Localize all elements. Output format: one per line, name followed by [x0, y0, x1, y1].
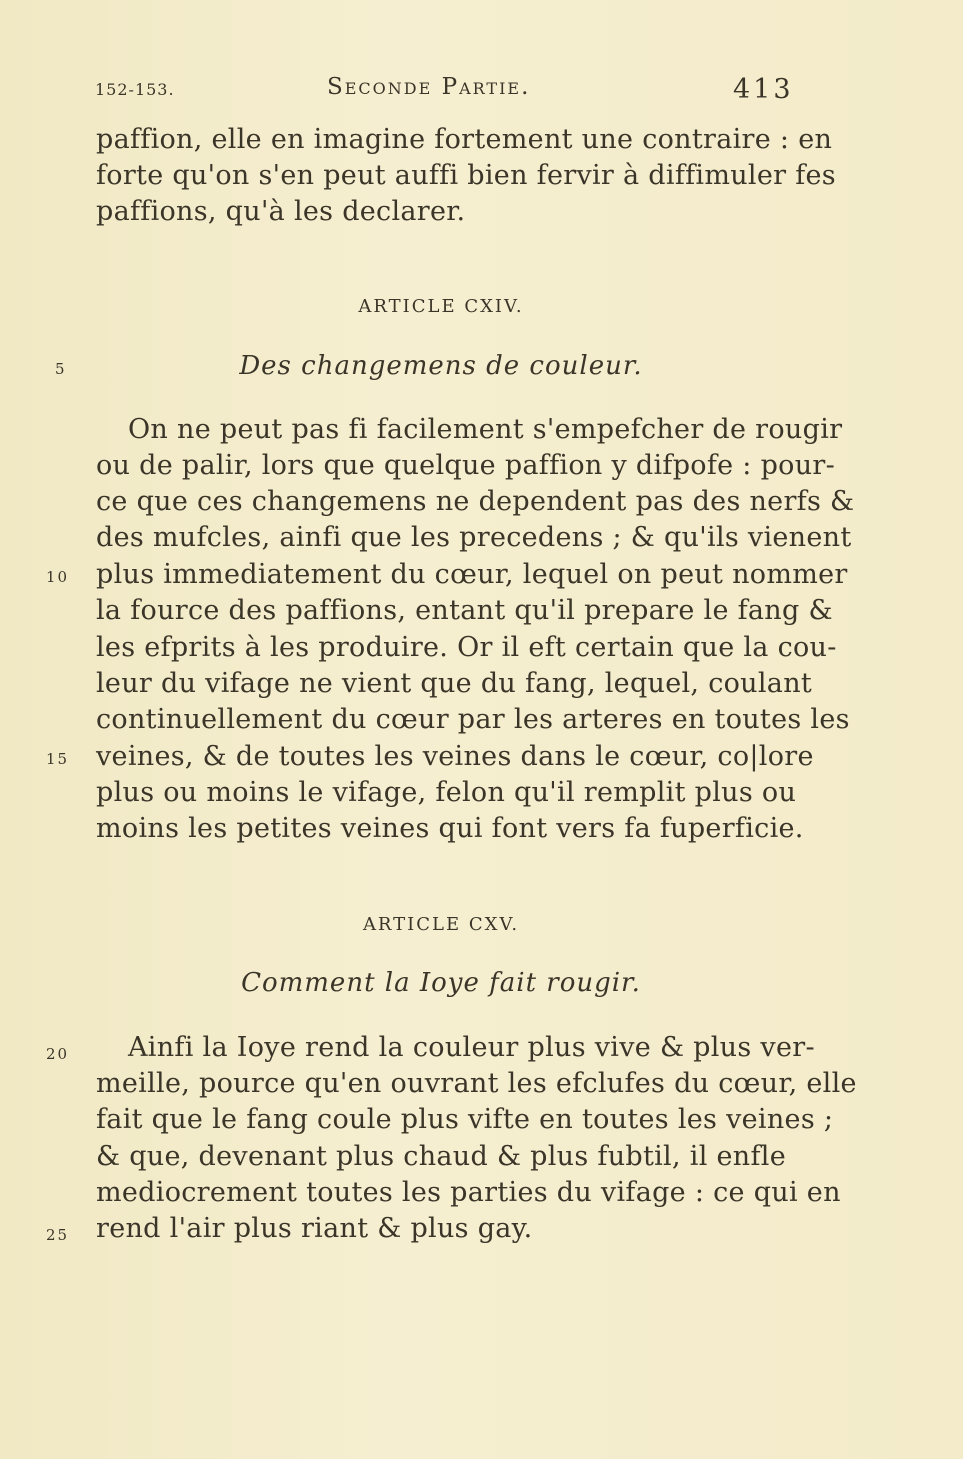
text-line: des mufcles, ainfi que les precedens ; & qu'ils vienent: [96, 522, 852, 553]
text-line: On ne peut pas fi facilement s'empefcher de rougir: [128, 414, 843, 445]
text-line: plus ou moins le vifage, felon qu'il remplit plus ou: [96, 777, 797, 808]
line-number: 15: [46, 750, 70, 768]
text-line: veines, & de toutes les veines dans le cœur, co|lore: [96, 741, 814, 772]
page-range: 152-153.: [95, 80, 175, 99]
article-subtitle: Comment la Ioye fait rougir.: [241, 968, 641, 998]
text-line: la fource des paffions, entant qu'il prepare le fang &: [96, 595, 833, 626]
line-number: 25: [46, 1226, 70, 1244]
text-line: rend l'air plus riant & plus gay.: [96, 1213, 533, 1244]
text-line: ce que ces changemens ne dependent pas des nerfs &: [96, 486, 855, 517]
text-line: & que, devenant plus chaud & plus fubtil, il enfle: [96, 1141, 786, 1172]
line-number: 20: [46, 1045, 70, 1063]
line-number: 5: [55, 360, 67, 378]
article-heading: ARTICLE CXIV.: [358, 296, 524, 317]
text-line: plus immediatement du cœur, lequel on peut nommer: [96, 559, 848, 590]
text-line: continuellement du cœur par les arteres en toutes les: [96, 704, 850, 735]
text-line: paffion, elle en imagine fortement une contraire : en: [96, 124, 833, 155]
text-line: fait que le fang coule plus vifte en toutes les veines ;: [96, 1104, 834, 1135]
text-line: forte qu'on s'en peut auffi bien fervir à diffimuler fes: [96, 160, 836, 191]
text-line: paffions, qu'à les declarer.: [96, 196, 466, 227]
text-line: leur du vifage ne vient que du fang, lequel, coulant: [96, 668, 813, 699]
article-subtitle: Des changemens de couleur.: [239, 351, 643, 381]
text-line: les efprits à les produire. Or il eft certain que la cou-: [96, 632, 837, 663]
page-number: 413: [733, 74, 794, 105]
text-line: moins les petites veines qui font vers fa fuperficie.: [96, 813, 804, 844]
running-title: Seconde Partie.: [327, 74, 531, 100]
text-line: mediocrement toutes les parties du vifage : ce qui en: [96, 1177, 841, 1208]
text-line: ou de palir, lors que quelque paffion y difpofe : pour-: [96, 450, 836, 481]
line-number: 10: [46, 568, 70, 586]
text-line: meille, pource qu'en ouvrant les efclufes du cœur, elle: [96, 1068, 857, 1099]
article-heading: ARTICLE CXV.: [362, 914, 520, 935]
running-head: [0, 74, 963, 106]
text-line: Ainfi la Ioye rend la couleur plus vive & plus ver-: [128, 1032, 815, 1063]
